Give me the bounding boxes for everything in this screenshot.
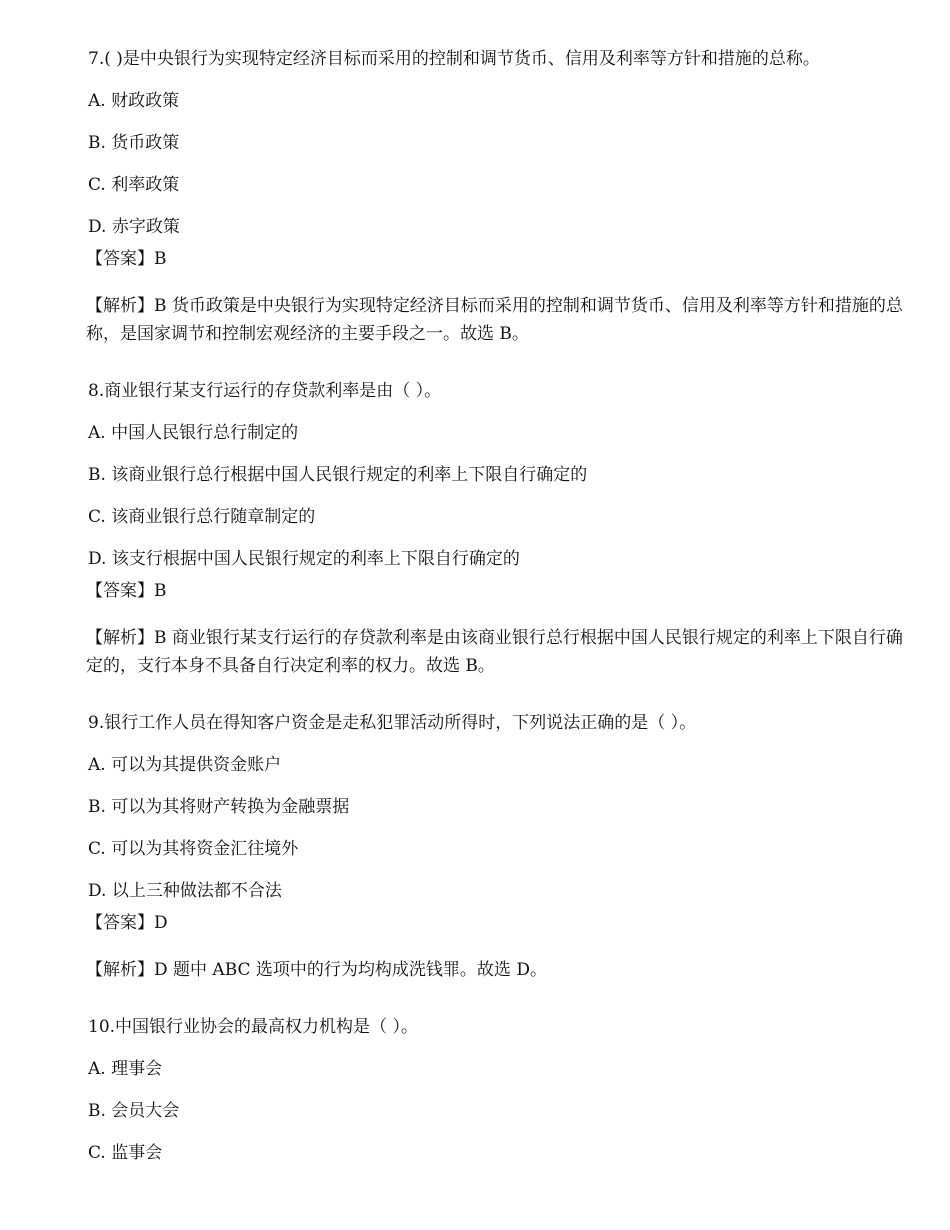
question-8-option-a: A. 中国人民银行总行制定的 [88,423,299,443]
question-9-analysis: 【解析】D 题中 ABC 选项中的行为均构成洗钱罪。故选 D。 [86,960,547,980]
question-9-option-d: D. 以上三种做法都不合法 [88,881,282,901]
question-10-option-a: A. 理事会 [88,1059,163,1079]
question-8-stem: 8.商业银行某支行运行的存贷款利率是由（ ）。 [88,381,442,401]
question-7-option-c: C. 利率政策 [88,175,180,195]
question-9-answer: 【答案】D [86,913,168,933]
question-10-option-c: C. 监事会 [88,1143,163,1163]
question-10-option-b: B. 会员大会 [88,1101,180,1121]
question-7-option-d: D. 赤字政策 [88,217,180,237]
question-8-analysis: 【解析】B 商业银行某支行运行的存贷款利率是由该商业银行总行根据中国人民银行规定的利率上下限自行确定的，支行本身不具备自行决定利率的权力。故选 B。 [86,628,903,676]
question-9-option-b: B. 可以为其将财产转换为金融票据 [88,797,350,817]
question-9-option-a: A. 可以为其提供资金账户 [88,755,282,775]
question-8-option-c: C. 该商业银行总行随章制定的 [88,507,316,527]
question-7-option-b: B. 货币政策 [88,133,180,153]
question-7-stem: 7.( )是中央银行为实现特定经济目标而采用的控制和调节货币、信用及利率等方针和措施的总称。 [88,49,820,69]
question-10-stem: 10.中国银行业协会的最高权力机构是（ ）。 [88,1017,418,1037]
question-8-answer: 【答案】B [86,581,167,601]
question-8-option-d: D. 该支行根据中国人民银行规定的利率上下限自行确定的 [88,549,520,569]
question-8-option-b: B. 该商业银行总行根据中国人民银行规定的利率上下限自行确定的 [88,465,588,485]
question-7-option-a: A. 财政政策 [88,91,180,111]
question-9-stem: 9.银行工作人员在得知客户资金是走私犯罪活动所得时，下列说法正确的是（ ）。 [88,713,697,733]
question-9-option-c: C. 可以为其将资金汇往境外 [88,839,299,859]
question-7-answer: 【答案】B [86,249,167,269]
question-7-analysis: 【解析】B 货币政策是中央银行为实现特定经济目标而采用的控制和调节货币、信用及利率等方针和措施的总称，是国家调节和控制宏观经济的主要手段之一。故选 B。 [86,296,903,344]
